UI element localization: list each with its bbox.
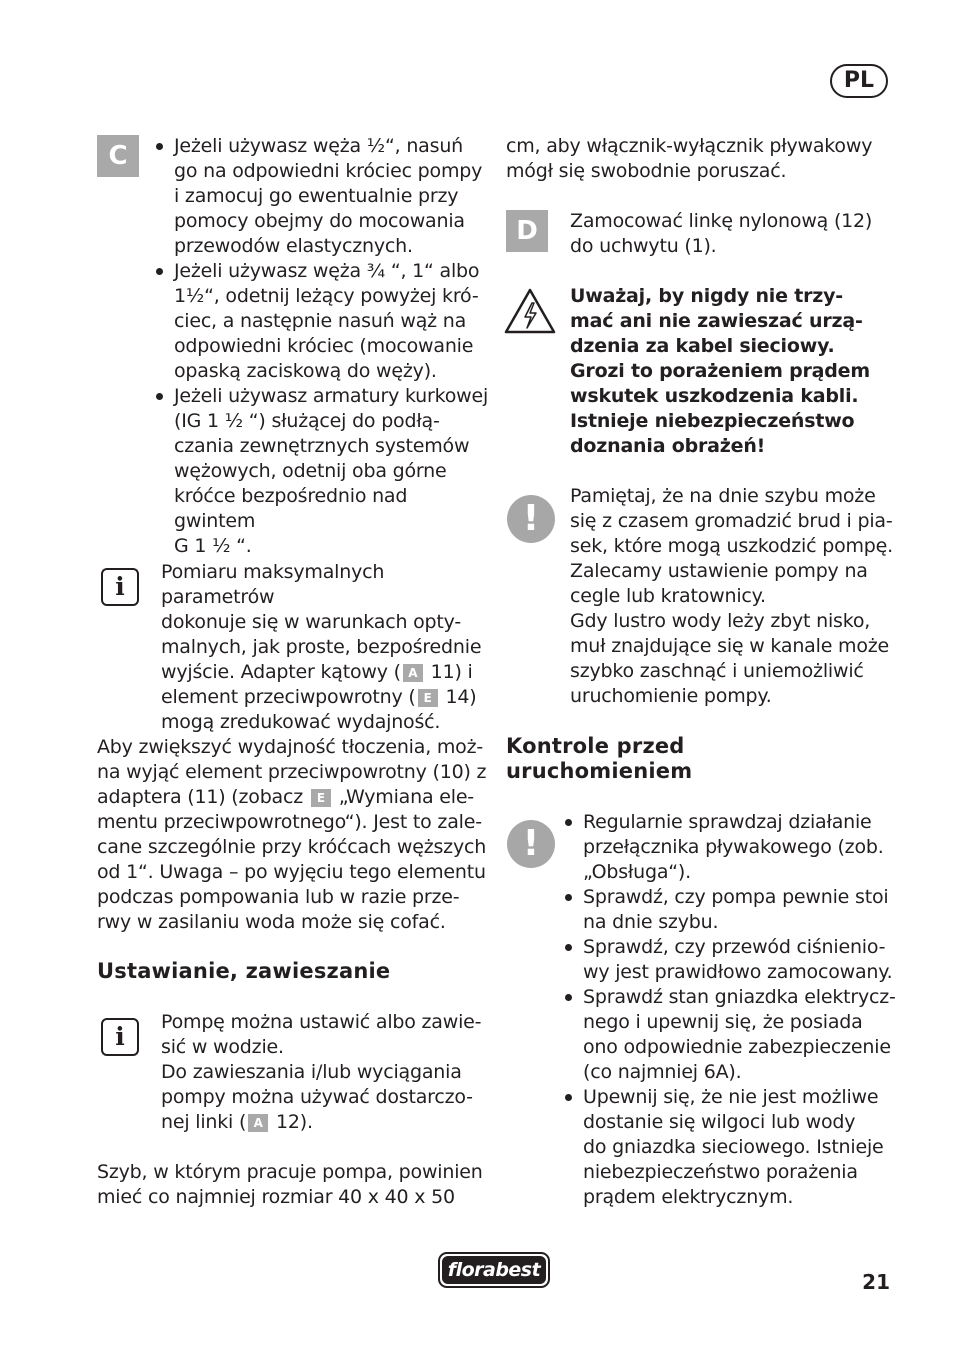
text-line: na wyjąć element przeciwpowrotny (10) z	[97, 761, 487, 783]
exclamation-icon: !	[507, 820, 555, 868]
text-line: mentu przeciwpowrotnego“). Jest to zale-	[97, 811, 482, 833]
bullet-line: Jeżeli używasz węża ½“, nasuń	[174, 135, 463, 157]
list-item	[563, 985, 908, 1085]
list-item	[563, 885, 908, 935]
text-line: Szyb, w którym pracuje pompa, powinien	[97, 1161, 483, 1183]
text-line: rwy w zasilaniu woda może się cofać.	[97, 911, 446, 933]
heading-line: uruchomieniem	[506, 759, 693, 783]
text-line: do uchwytu (1).	[570, 235, 717, 257]
text-span: „Wymiana ele-	[332, 786, 474, 808]
bullet-line: 1½“, odetnij leżący powyżej kró-	[174, 285, 479, 307]
bullet-line: Regularnie sprawdzaj działanie	[583, 811, 872, 833]
text-span: adaptera (11) (zobacz	[97, 786, 309, 808]
bullet-line: pomocy obejmy do mocowania	[174, 210, 465, 232]
bullet-line: Jeżeli używasz węża ¾ “, 1“ albo	[174, 260, 480, 282]
bullet-line: (IG 1 ½ “) służącej do podłą-	[174, 410, 440, 432]
list-item	[154, 134, 494, 259]
figure-ref-e: E	[418, 689, 438, 707]
list-item	[154, 259, 494, 384]
text-line: Pomiaru maksymalnych parametrów	[161, 561, 385, 608]
text-line: Istnieje niebezpieczeństwo	[570, 410, 855, 432]
bullet-line: nego i upewnij się, że posiada	[583, 1011, 863, 1033]
bullet-line: wężowych, odetnij oba górne	[174, 460, 447, 482]
bullet-line: opaską zaciskową do węży).	[174, 360, 437, 382]
section-marker-d: D	[506, 210, 548, 252]
text-span: element przeciwpowrotny (	[161, 686, 416, 708]
language-code: PL	[843, 68, 875, 93]
info-note-measurement	[161, 560, 491, 735]
text-line: cm, aby włącznik-wyłącznik pływakowy	[506, 135, 873, 157]
bullet-line: prądem elektrycznym.	[583, 1186, 794, 1208]
text-span: wyjście. Adapter kątowy (	[161, 661, 401, 683]
section-heading-setup: Ustawianie, zawieszanie	[97, 959, 391, 983]
bullet-line: „Obsługa“).	[583, 861, 691, 883]
text-line	[161, 685, 491, 710]
text-line: mogą zredukować wydajność.	[161, 711, 441, 733]
bullet-line: Sprawdź, czy pompa pewnie stoi	[583, 886, 889, 908]
text-line: Grozi to porażeniem prądem	[570, 360, 870, 382]
text-span: nej linki (	[161, 1111, 247, 1133]
list-item	[154, 384, 494, 559]
text-line: uruchomienie pompy.	[570, 685, 772, 707]
language-badge	[830, 64, 888, 98]
warning-text	[570, 284, 910, 459]
section-heading-checks	[506, 734, 692, 784]
paragraph-flow-rate	[97, 735, 497, 935]
bullet-line: odpowiedni króciec (mocowanie	[174, 335, 474, 357]
text-line: dzenia za kabel sieciowy.	[570, 335, 835, 357]
step-d-text	[570, 209, 900, 259]
bullet-line: i zamocuj go ewentualnie przy	[174, 185, 459, 207]
text-line: doznania obrażeń!	[570, 435, 766, 457]
text-line: szybko zaschnąć i uniemożliwić	[570, 660, 864, 682]
text-line	[161, 1110, 491, 1135]
bullet-line: na dnie szybu.	[583, 911, 719, 933]
text-line: sek, które mogą uszkodzić pompę.	[570, 535, 893, 557]
bullet-line: króćce bezpośrednio nad gwintem	[174, 485, 408, 532]
text-line: Zalecamy ustawienie pompy na	[570, 560, 868, 582]
text-span: 14)	[439, 686, 477, 708]
text-line: muł znajdujące się w kanale może	[570, 635, 890, 657]
bullet-line: do gniazdka sieciowego. Istnieje	[583, 1136, 884, 1158]
bullet-line: ono odpowiednie zabezpieczenie	[583, 1036, 891, 1058]
text-line	[161, 660, 491, 685]
bullet-line: ciec, a następnie nasuń wąż na	[174, 310, 467, 332]
bullet-line: Upewnij się, że nie jest możliwe	[583, 1086, 879, 1108]
figure-ref-e: E	[311, 789, 331, 807]
text-line: mieć co najmniej rozmiar 40 x 40 x 50	[97, 1186, 455, 1208]
text-line: Do zawieszania i/lub wyciągania	[161, 1061, 462, 1083]
text-line: od 1“. Uwaga – po wyjęciu tego elementu	[97, 861, 486, 883]
electric-warning-icon	[503, 287, 557, 335]
text-line: Pamiętaj, że na dnie szybu może	[570, 485, 876, 507]
figure-ref-a: A	[403, 664, 423, 682]
bullet-line: G 1 ½ “.	[174, 535, 252, 557]
text-line: podczas pompowania lub w razie prze-	[97, 886, 460, 908]
figure-ref-a: A	[248, 1114, 268, 1132]
checks-bullet-list	[563, 810, 908, 1210]
hose-bullet-list	[154, 134, 494, 559]
florabest-logo	[438, 1252, 550, 1288]
bullet-line: dostanie się wilgoci lub wody	[583, 1111, 856, 1133]
text-line: Uważaj, by nigdy nie trzy-	[570, 285, 843, 307]
text-line: cegle lub kratownicy.	[570, 585, 766, 607]
text-line: mać ani nie zawieszać urzą-	[570, 310, 863, 332]
paragraph-shaft-size	[97, 1160, 497, 1210]
logo-text: florabest	[442, 1256, 546, 1284]
section-marker-c: C	[97, 135, 139, 177]
bullet-line: Sprawdź stan gniazdka elektrycz-	[583, 986, 896, 1008]
text-line: Aby zwiększyć wydajność tłoczenia, moż-	[97, 736, 484, 758]
text-line: malnych, jak proste, bezpośrednie	[161, 636, 482, 658]
bullet-line: go na odpowiedni króciec pompy	[174, 160, 483, 182]
text-line: Gdy lustro wody leży zbyt nisko,	[570, 610, 871, 632]
text-line: sić w wodzie.	[161, 1036, 284, 1058]
text-line	[97, 785, 497, 810]
text-line: Zamocować linkę nylonową (12)	[570, 210, 873, 232]
bullet-line: wy jest prawidłowo zamocowany.	[583, 961, 893, 983]
info-icon: i	[101, 1018, 139, 1056]
heading-line: Kontrole przed	[506, 734, 685, 758]
text-line: pompy można używać dostarczo-	[161, 1086, 473, 1108]
text-span: 11) i	[424, 661, 473, 683]
text-line: cane szczególnie przy króćcach węższych	[97, 836, 487, 858]
list-item	[563, 810, 908, 885]
text-line: się z czasem gromadzić brud i pia-	[570, 510, 893, 532]
list-item	[563, 1085, 908, 1210]
paragraph-continuation	[506, 134, 896, 184]
bullet-line: Jeżeli używasz armatury kurkowej	[174, 385, 489, 407]
page-number: 21	[862, 1270, 890, 1294]
bullet-line: (co najmniej 6A).	[583, 1061, 742, 1083]
text-line: Pompę można ustawić albo zawie-	[161, 1011, 482, 1033]
bullet-line: przełącznika pływakowego (zob.	[583, 836, 884, 858]
bullet-line: niebezpieczeństwo porażenia	[583, 1161, 858, 1183]
bullet-line: przewodów elastycznych.	[174, 235, 413, 257]
info-note-hanging	[161, 1010, 491, 1135]
bullet-line: czania zewnętrznych systemów	[174, 435, 470, 457]
info-icon: i	[101, 568, 139, 606]
text-span: 12).	[270, 1111, 313, 1133]
text-line: mógł się swobodnie poruszać.	[506, 160, 787, 182]
note-dirt	[570, 484, 910, 709]
text-line: wskutek uszkodzenia kabli.	[570, 385, 859, 407]
list-item	[563, 935, 908, 985]
exclamation-icon: !	[507, 495, 555, 543]
bullet-line: Sprawdź, czy przewód ciśnienio-	[583, 936, 886, 958]
text-line: dokonuje się w warunkach opty-	[161, 611, 462, 633]
